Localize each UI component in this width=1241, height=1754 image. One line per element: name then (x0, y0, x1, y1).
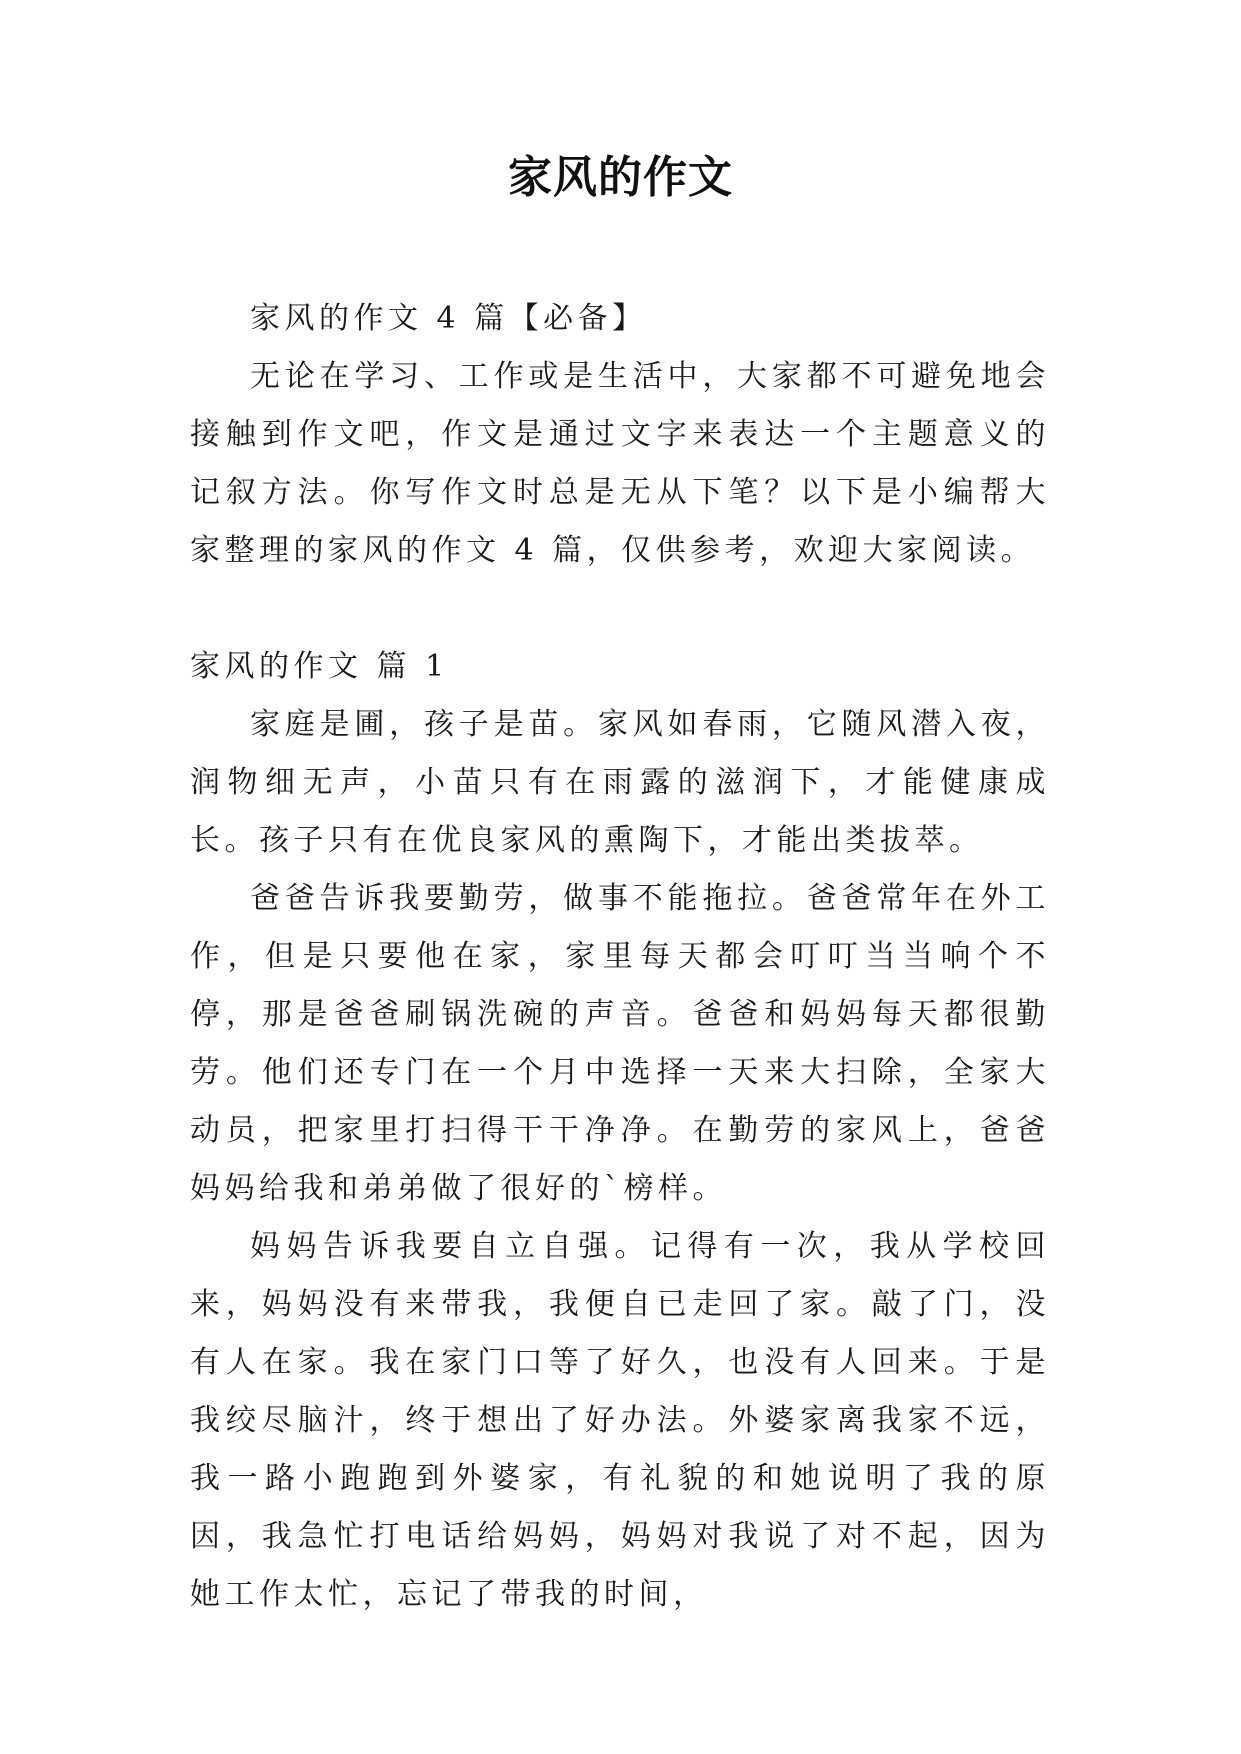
document-title: 家风的作文 (508, 152, 733, 203)
body-paragraph: 妈妈告诉我要自立自强。记得有一次，我从学校回来，妈妈没有来带我，我便自已走回了家。敲了门，没有人在家。我在家门口等了好久，也没有人回来。于是我绞尽脑汁，终于想出了好办法。外婆家离我家不远，我一路小跑跑到外婆家，有礼貌的和她说明了我的原因，我急忙打电话给妈妈，妈妈对我说了对不起，因为她工作太忙，忘记了带我的时间， (190, 1229, 1050, 1612)
document-body (190, 290, 1050, 1624)
intro-paragraph: 无论在学习、工作或是生活中，大家都不可避免地会接触到作文吧，作文是通过文字来表达一个主题意义的记叙方法。你写作文时总是无从下笔？以下是小编帮大家整理的家风的作文 4 篇，仅供参考，欢迎大家阅读。 (190, 359, 1050, 568)
body-paragraph: 家庭是圃，孩子是苗。家风如春雨，它随风潜入夜，润物细无声，小苗只有在雨露的滋润下，才能健康成长。孩子只有在优良家风的熏陶下，才能出类拔萃。 (190, 707, 1050, 858)
section-heading: 家风的作文 篇 1 (190, 649, 449, 684)
document-subtitle: 家风的作文 4 篇【必备】 (250, 301, 647, 336)
body-paragraph: 爸爸告诉我要勤劳，做事不能拖拉。爸爸常年在外工作，但是只要他在家，家里每天都会叮叮当当响个不停，那是爸爸刷锅洗碗的声音。爸爸和妈妈每天都很勤劳。他们还专门在一个月中选择一天来大扫除，全家大动员，把家里打扫得干干净净。在勤劳的家风上，爸爸妈妈给我和弟弟做了很好的`榜样。 (190, 881, 1050, 1206)
